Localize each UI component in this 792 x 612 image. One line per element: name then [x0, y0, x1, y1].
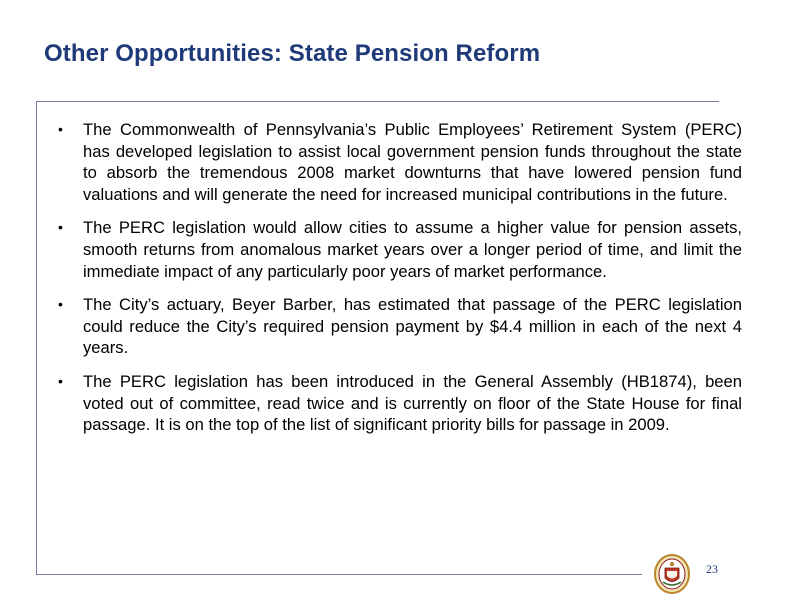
city-seal-icon	[653, 552, 691, 596]
bullet-dot: •	[58, 296, 63, 313]
page-number: 23	[706, 562, 718, 576]
bullet-item-general-assembly	[58, 371, 742, 436]
bullet-dot: •	[58, 372, 63, 389]
top-rule	[36, 101, 719, 102]
bullet-dot: •	[58, 121, 63, 137]
bullet-item-perc-legislation	[58, 119, 742, 205]
bullet-text: The City’s actuary, Beyer Barber, has estimated that passage of the PERC legislation could reduce the City’s required pension payment by $4.4 million in each of the next 4 years.	[83, 295, 742, 358]
bullet-text: The Commonwealth of Pennsylvania’s Public Employees’ Retirement System (PERC) has developed legislation to assist local government pension funds throughout the state to absorb the tremendous 2008 market downturns that have lowered pension fund valuations and will generate the need for increased municipal contributions in the future.	[83, 120, 742, 204]
bullet-list	[58, 119, 742, 448]
slide-title: Other Opportunities: State Pension Reform	[44, 40, 541, 67]
bottom-rule	[36, 574, 642, 575]
bullet-dot: •	[58, 219, 63, 236]
bullet-item-pension-assets	[58, 217, 742, 282]
bullet-item-actuary-estimate	[58, 294, 742, 359]
bullet-text: The PERC legislation has been introduced in the General Assembly (HB1874), been voted out of committee, read twice and is currently on floor of the State House for final passage. It is on the top of the list of significant priority bills for passage in 2009.	[83, 371, 742, 435]
bullet-text: The PERC legislation would allow cities to assume a higher value for pension assets, smooth returns from anomalous market years over a longer period of time, and limit the immediate impact of any particularly poor years of market performance.	[83, 218, 742, 281]
left-rule	[36, 101, 37, 574]
